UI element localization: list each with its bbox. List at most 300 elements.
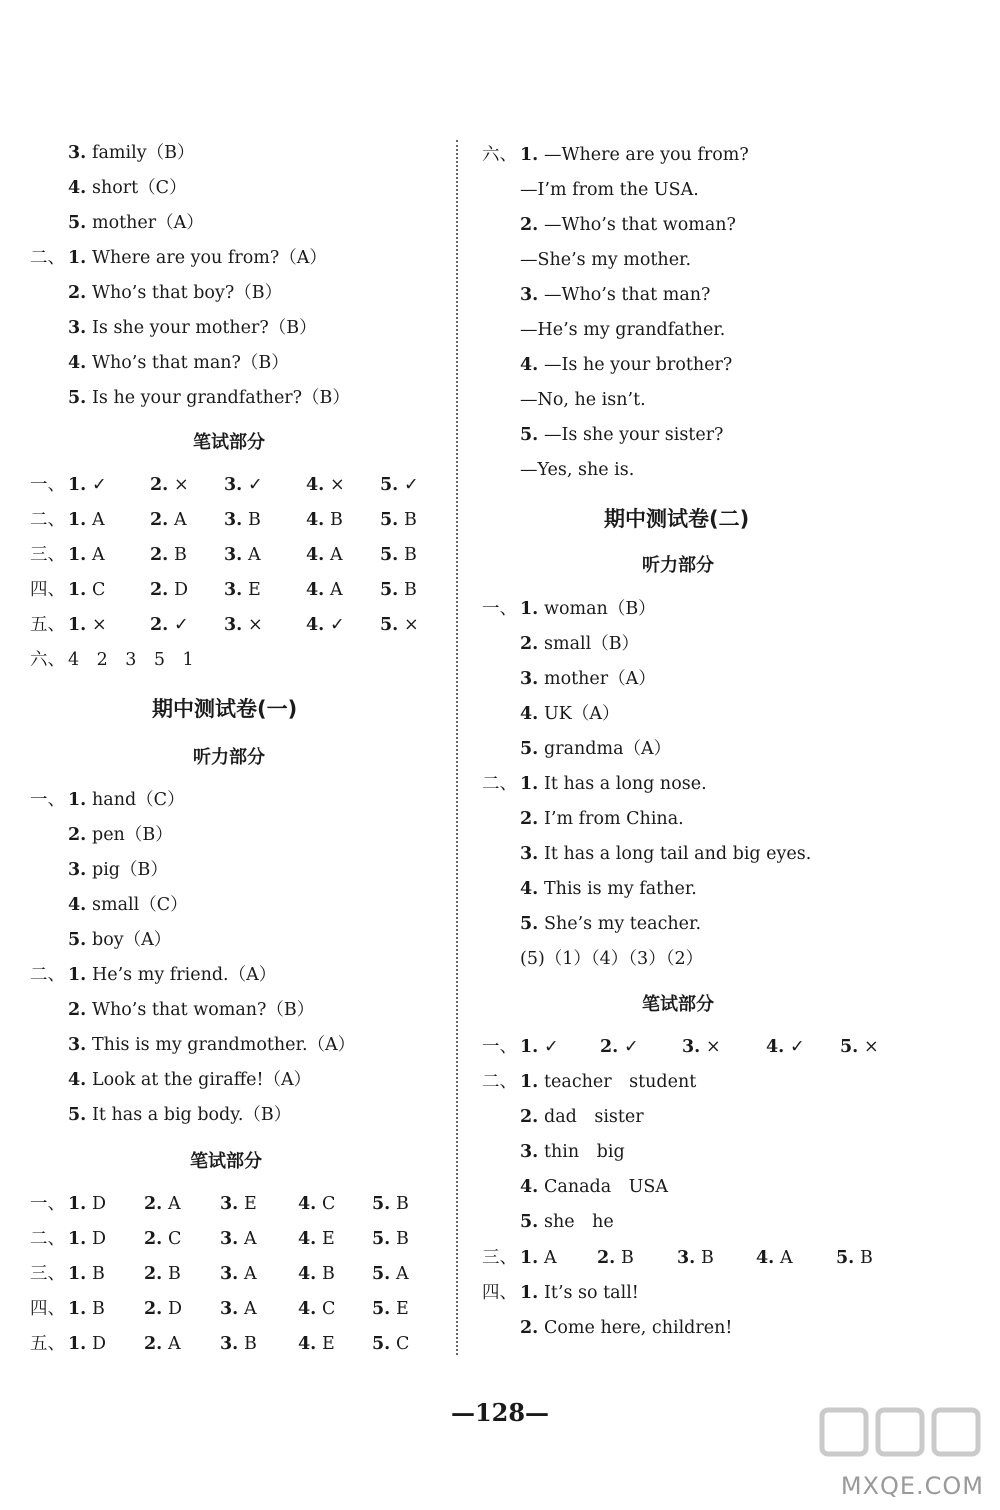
item-number: 3.: [224, 615, 243, 635]
answer-item: [68, 350, 289, 376]
grid-answer: [68, 577, 105, 603]
grid-answer: [600, 1034, 639, 1060]
section-marker: 二、: [30, 510, 65, 530]
section-marker: 二、: [30, 1229, 65, 1249]
answer-item: [520, 701, 619, 727]
answer-item: [520, 771, 707, 797]
item-number: 3.: [220, 1264, 239, 1284]
answer-value: C: [92, 580, 106, 600]
grid-answer: [68, 1296, 105, 1322]
answer-item: [520, 387, 646, 413]
grid-answer: [298, 1261, 335, 1287]
answer-value: B: [248, 510, 261, 530]
item-number: 2.: [150, 580, 169, 600]
answer-item: [520, 666, 656, 692]
answer-value: ✓: [248, 475, 263, 495]
answer-item: [520, 142, 749, 168]
answer-value: ×: [248, 615, 263, 635]
answer-item: [520, 247, 691, 273]
answer-value: C: [168, 1229, 182, 1249]
answer-value: A: [330, 580, 343, 600]
answer-value: E: [322, 1229, 335, 1249]
answer-text: pen（B）: [92, 825, 173, 845]
answer-text: —Who’s that woman?: [544, 215, 736, 235]
answer-text: Come here, children!: [544, 1318, 733, 1338]
grid-answer: [372, 1331, 409, 1357]
answer-item: [520, 282, 710, 308]
item-number: 4.: [68, 178, 87, 198]
item-number: 5.: [520, 1212, 539, 1232]
item-number: 5.: [840, 1037, 859, 1057]
grid-answer: [68, 1226, 106, 1252]
answer-value: B: [404, 510, 417, 530]
grid-answer: [380, 472, 419, 498]
answer-item: [520, 1315, 732, 1341]
answer-value: A: [248, 545, 261, 565]
item-number: 2.: [68, 1000, 87, 1020]
grid-answer: [220, 1226, 257, 1252]
item-number: 2.: [150, 475, 169, 495]
item-number: 1.: [68, 1194, 87, 1214]
answer-item: [520, 1069, 696, 1095]
grid-answer: [224, 507, 261, 533]
answer-item: [520, 1104, 644, 1130]
answer-text: (5)（1）（4）（3）（2）: [520, 949, 704, 969]
section-marker: 一、: [30, 1194, 65, 1214]
answer-value: E: [322, 1334, 335, 1354]
answer-item: [68, 892, 188, 918]
answer-item: [68, 787, 185, 813]
answer-item: [520, 352, 732, 378]
item-number: 4.: [520, 704, 539, 724]
grid-answer: [224, 577, 261, 603]
answer-text: short（C）: [92, 178, 187, 198]
grid-answer: [836, 1245, 873, 1271]
grid-answer: [68, 1331, 106, 1357]
item-number: 2.: [520, 809, 539, 829]
item-number: 4.: [306, 615, 325, 635]
answer-text: family（B）: [92, 143, 195, 163]
section-marker: 五、: [30, 615, 65, 635]
answer-item: [68, 962, 276, 988]
answer-value: ✓: [404, 475, 419, 495]
watermark-text: MXQE.COM: [840, 1472, 984, 1500]
answer-text: —Is he your brother?: [544, 355, 733, 375]
answer-text: grandma（A）: [544, 739, 672, 759]
item-number: 5.: [380, 475, 399, 495]
answer-value: ✓: [544, 1037, 559, 1057]
grid-answer: [68, 507, 105, 533]
item-number: 3.: [224, 545, 243, 565]
item-number: 3.: [220, 1299, 239, 1319]
answer-value: B: [404, 580, 417, 600]
answer-value: ×: [864, 1037, 879, 1057]
grid-answer: [380, 612, 419, 638]
grid-answer: [220, 1296, 257, 1322]
answer-item: [520, 317, 725, 343]
section-marker: 三、: [30, 1264, 65, 1284]
grid-answer: [306, 507, 343, 533]
answer-item: [520, 631, 639, 657]
item-number: 5.: [380, 615, 399, 635]
answer-value: ×: [404, 615, 419, 635]
section-marker: 二、: [482, 1072, 517, 1092]
answer-value: B: [396, 1194, 409, 1214]
answer-text: teacher student: [544, 1072, 697, 1092]
answer-item: [68, 315, 317, 341]
item-number: 1.: [68, 1334, 87, 1354]
item-number: 5.: [372, 1229, 391, 1249]
item-number: 3.: [68, 1035, 87, 1055]
answer-item: [68, 1102, 291, 1128]
answer-value: B: [168, 1264, 181, 1284]
answer-text: small（C）: [92, 895, 188, 915]
grid-answer: [150, 612, 189, 638]
answer-value: A: [244, 1264, 257, 1284]
answer-text: —She’s my mother.: [520, 250, 692, 270]
item-number: 2.: [144, 1229, 163, 1249]
item-number: 3.: [677, 1248, 696, 1268]
item-number: 5.: [836, 1248, 855, 1268]
answer-value: ✓: [790, 1037, 805, 1057]
item-number: 4.: [520, 1177, 539, 1197]
grid-answer: [68, 612, 107, 638]
exam-title: 期中测试卷(二): [604, 507, 750, 531]
answer-value: B: [92, 1299, 105, 1319]
answer-item: [520, 736, 671, 762]
grid-answer: [380, 577, 417, 603]
item-number: 2.: [150, 615, 169, 635]
grid-answer: [144, 1331, 181, 1357]
grid-answer: [380, 542, 417, 568]
item-number: 3.: [224, 510, 243, 530]
item-number: 2.: [144, 1264, 163, 1284]
item-number: 2.: [68, 283, 87, 303]
answer-value: ×: [330, 475, 345, 495]
section-heading-written: 笔试部分: [642, 994, 714, 1015]
grid-answer: [298, 1226, 335, 1252]
answer-value: D: [174, 580, 189, 600]
item-number: 4.: [298, 1194, 317, 1214]
item-number: 1.: [520, 599, 539, 619]
answer-item: [68, 385, 350, 411]
grid-answer: [372, 1226, 409, 1252]
grid-answer: [224, 612, 263, 638]
answer-value: B: [860, 1248, 873, 1268]
item-number: 4.: [298, 1229, 317, 1249]
answer-value: D: [92, 1334, 107, 1354]
grid-answer: [298, 1191, 335, 1217]
item-number: 3.: [520, 1142, 539, 1162]
item-number: 1.: [520, 774, 539, 794]
grid-answer: [68, 472, 107, 498]
answer-sequence: 4 2 3 5 1: [68, 650, 194, 670]
grid-answer: [520, 1245, 557, 1271]
answer-value: C: [396, 1334, 410, 1354]
section-marker: 一、: [482, 1037, 517, 1057]
item-number: 5.: [68, 1105, 87, 1125]
answer-item: [68, 997, 314, 1023]
section-marker: 三、: [482, 1248, 517, 1268]
answer-text: I’m from China.: [544, 809, 684, 829]
item-number: 5.: [68, 213, 87, 233]
item-number: 1.: [68, 1299, 87, 1319]
item-number: 1.: [520, 1248, 539, 1268]
answer-value: A: [92, 510, 105, 530]
grid-answer: [306, 542, 343, 568]
answer-item: [520, 212, 736, 238]
item-number: 4.: [298, 1334, 317, 1354]
answer-text: Canada USA: [544, 1177, 669, 1197]
grid-answer: [68, 1261, 105, 1287]
answer-item: [68, 822, 173, 848]
item-number: 5.: [520, 739, 539, 759]
item-number: 3.: [520, 844, 539, 864]
exam-title: 期中测试卷(一): [152, 697, 298, 721]
answer-text: Who’s that man?（B）: [92, 353, 289, 373]
item-number: 5.: [520, 914, 539, 934]
grid-answer: [306, 577, 343, 603]
grid-answer: [220, 1331, 257, 1357]
item-number: 2.: [144, 1334, 163, 1354]
answer-value: ×: [174, 475, 189, 495]
item-number: 4.: [306, 510, 325, 530]
grid-answer: [220, 1261, 257, 1287]
item-number: 4.: [306, 475, 325, 495]
answer-value: B: [701, 1248, 714, 1268]
section-marker: 二、: [30, 248, 65, 268]
answer-item: [520, 177, 699, 203]
item-number: 2.: [150, 545, 169, 565]
item-number: 3.: [68, 143, 87, 163]
item-number: 1.: [68, 580, 87, 600]
item-number: 5.: [372, 1264, 391, 1284]
grid-answer: [150, 472, 189, 498]
item-number: 1.: [68, 615, 87, 635]
answer-text: It’s so tall!: [544, 1283, 639, 1303]
answer-item: [68, 175, 187, 201]
answer-item: [520, 457, 634, 483]
item-number: 5.: [520, 425, 539, 445]
grid-answer: [144, 1226, 181, 1252]
item-number: 1.: [68, 510, 87, 530]
answer-value: B: [396, 1229, 409, 1249]
item-number: 3.: [220, 1194, 239, 1214]
answer-item: [68, 927, 171, 953]
answer-text: She’s my teacher.: [544, 914, 702, 934]
answer-text: —No, he isn’t.: [520, 390, 646, 410]
section-marker: 六、: [482, 145, 517, 165]
section-marker: 一、: [482, 599, 517, 619]
grid-answer: [372, 1261, 409, 1287]
section-heading-listening: 听力部分: [193, 747, 265, 768]
answer-item: [520, 946, 703, 972]
answer-text: —He’s my grandfather.: [520, 320, 726, 340]
grid-answer: [298, 1331, 335, 1357]
answer-item: [520, 1209, 614, 1235]
answer-value: A: [92, 545, 105, 565]
item-number: 4.: [298, 1264, 317, 1284]
answer-value: ✓: [624, 1037, 639, 1057]
item-number: 2.: [68, 825, 87, 845]
item-number: 2.: [597, 1248, 616, 1268]
grid-answer: [840, 1034, 879, 1060]
answer-value: E: [244, 1194, 257, 1214]
section-marker: 二、: [482, 774, 517, 794]
item-number: 5.: [380, 510, 399, 530]
answer-value: D: [168, 1299, 183, 1319]
answer-item: [520, 1174, 668, 1200]
section-marker: 四、: [30, 580, 65, 600]
grid-answer: [372, 1296, 409, 1322]
item-number: 4.: [68, 1070, 87, 1090]
item-number: 4.: [520, 355, 539, 375]
section-marker: 六、: [30, 650, 65, 670]
answer-item: [68, 245, 327, 271]
answer-text: Look at the giraffe!（A）: [92, 1070, 312, 1090]
item-number: 1.: [68, 248, 87, 268]
answer-text: dad sister: [544, 1107, 644, 1127]
item-number: 2.: [144, 1299, 163, 1319]
answer-value: B: [621, 1248, 634, 1268]
section-marker: 二、: [30, 965, 65, 985]
grid-answer: [68, 542, 105, 568]
answer-value: E: [248, 580, 261, 600]
grid-answer: [150, 542, 187, 568]
item-number: 5.: [380, 545, 399, 565]
answer-text: small（B）: [544, 634, 640, 654]
column-divider: [456, 140, 458, 1355]
item-number: 1.: [68, 965, 87, 985]
answer-value: A: [168, 1334, 181, 1354]
grid-answer: [380, 507, 417, 533]
answer-item: [520, 876, 697, 902]
item-number: 1.: [68, 1264, 87, 1284]
section-heading-written: 笔试部分: [190, 1151, 262, 1172]
answer-text: —Yes, she is.: [520, 460, 635, 480]
section-marker: 四、: [30, 1299, 65, 1319]
answer-value: E: [396, 1299, 409, 1319]
answer-text: —Who’s that man?: [544, 285, 711, 305]
answer-text: pig（B）: [92, 860, 168, 880]
answer-text: It has a long nose.: [544, 774, 707, 794]
item-number: 4.: [68, 353, 87, 373]
item-number: 1.: [520, 1072, 539, 1092]
item-number: 3.: [682, 1037, 701, 1057]
item-number: 1.: [68, 475, 87, 495]
item-number: 1.: [520, 1283, 539, 1303]
answer-text: mother（A）: [92, 213, 204, 233]
answer-value: D: [92, 1229, 107, 1249]
answer-text: woman（B）: [544, 599, 656, 619]
answer-item: [520, 1280, 639, 1306]
item-number: 1.: [68, 1229, 87, 1249]
answer-item: [520, 911, 701, 937]
answer-value: B: [174, 545, 187, 565]
answer-value: ×: [706, 1037, 721, 1057]
answer-value: ×: [92, 615, 107, 635]
grid-answer: [144, 1191, 181, 1217]
item-number: 4.: [756, 1248, 775, 1268]
answer-text: thin big: [544, 1142, 625, 1162]
grid-answer: [682, 1034, 721, 1060]
answer-item: [520, 806, 684, 832]
section-heading-written: 笔试部分: [193, 432, 265, 453]
item-number: 5.: [372, 1299, 391, 1319]
item-number: 3.: [520, 669, 539, 689]
answer-text: Is he your grandfather?（B）: [92, 388, 350, 408]
item-number: 1.: [520, 145, 539, 165]
grid-answer: [372, 1191, 409, 1217]
answer-value: A: [330, 545, 343, 565]
item-number: 5.: [380, 580, 399, 600]
answer-item: [520, 1139, 625, 1165]
grid-answer: [224, 472, 263, 498]
answer-value: ✓: [174, 615, 189, 635]
item-number: 3.: [220, 1229, 239, 1249]
answer-item: [68, 1032, 355, 1058]
section-marker: 三、: [30, 545, 65, 565]
grid-answer: [597, 1245, 634, 1271]
item-number: 4.: [766, 1037, 785, 1057]
item-number: 1.: [68, 790, 87, 810]
answer-value: A: [168, 1194, 181, 1214]
answer-text: hand（C）: [92, 790, 185, 810]
answer-item: [68, 280, 282, 306]
answer-value: A: [780, 1248, 793, 1268]
item-number: 4.: [306, 545, 325, 565]
item-number: 4.: [298, 1299, 317, 1319]
grid-answer: [150, 507, 187, 533]
grid-answer: [144, 1296, 182, 1322]
answer-item: [520, 596, 656, 622]
item-number: 4.: [306, 580, 325, 600]
item-number: 2.: [520, 1107, 539, 1127]
item-number: 1.: [68, 545, 87, 565]
section-marker: 一、: [30, 475, 65, 495]
grid-answer: [756, 1245, 793, 1271]
answer-value: B: [404, 545, 417, 565]
grid-answer: [306, 472, 345, 498]
grid-answer: [220, 1191, 257, 1217]
answer-value: A: [544, 1248, 557, 1268]
item-number: 3.: [520, 285, 539, 305]
answer-item: [68, 140, 194, 166]
item-number: 1.: [520, 1037, 539, 1057]
item-number: 3.: [68, 860, 87, 880]
answer-value: A: [174, 510, 187, 530]
answer-text: boy（A）: [92, 930, 172, 950]
section-marker: 一、: [30, 790, 65, 810]
grid-answer: [150, 577, 188, 603]
answer-item: [520, 841, 811, 867]
grid-answer: [68, 1191, 106, 1217]
item-number: 5.: [372, 1194, 391, 1214]
answer-text: —Is she your sister?: [544, 425, 724, 445]
answer-value: ✓: [330, 615, 345, 635]
answer-text: This is my father.: [544, 879, 697, 899]
answer-text: It has a long tail and big eyes.: [544, 844, 812, 864]
answer-text: UK（A）: [544, 704, 620, 724]
answer-value: B: [92, 1264, 105, 1284]
grid-answer: [144, 1261, 181, 1287]
grid-answer: [766, 1034, 805, 1060]
item-number: 2.: [150, 510, 169, 530]
answer-value: A: [396, 1264, 409, 1284]
item-number: 3.: [224, 475, 243, 495]
answer-text: Where are you from?（A）: [92, 248, 327, 268]
answer-text: Who’s that boy?（B）: [92, 283, 283, 303]
